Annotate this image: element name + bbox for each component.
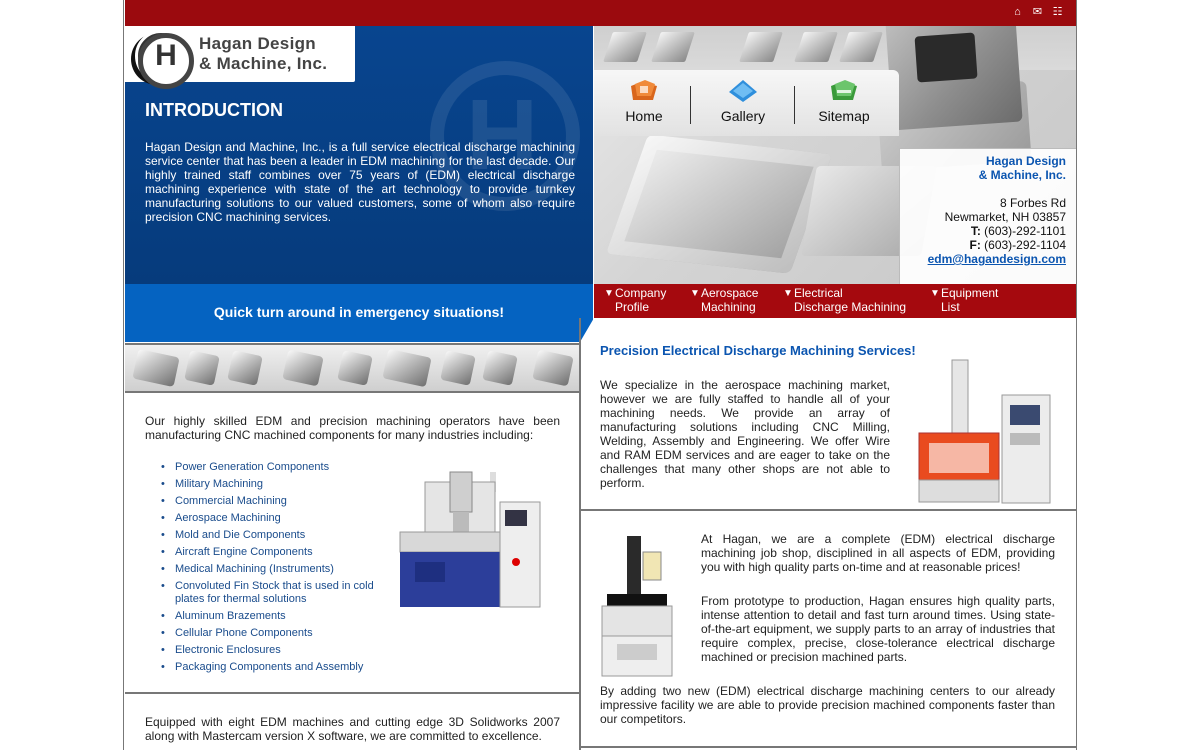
by-adding-text: By adding two new (EDM) electrical discharge machining centers to our already impressive facility we are able to provide precision machined components faster than our competitors. xyxy=(600,684,1055,726)
nav-gallery[interactable] xyxy=(698,78,788,124)
prototype-text: From prototype to production, Hagan ensures high quality parts, intense attention to detail and fast turn around times. Using state-of-the-art equipment, we supply parts to an array of industries that require complex, precise, close-tolerance electrical discharge machined or precision machined parts. xyxy=(701,594,1055,664)
equipped-text: Equipped with eight EDM machines and cutting edge 3D Solidworks 2007 along with Mastercam version X software, we are committed to excellence. xyxy=(145,715,560,743)
list-item[interactable]: • Military Machining xyxy=(161,478,376,491)
menu-aerospace-machining[interactable] xyxy=(701,286,758,314)
skilled-operators-text: Our highly skilled EDM and precision machining operators have been manufacturing CNC machined components for many industries including: xyxy=(145,414,560,442)
menu-item-line: ▼ Equipment xyxy=(941,286,999,300)
list-item[interactable]: • Aircraft Engine Components xyxy=(161,546,376,559)
machined-tray xyxy=(606,134,832,273)
list-item[interactable]: • Commercial Machining xyxy=(161,495,376,508)
machined-block xyxy=(885,26,1022,130)
sitemap-folder-icon xyxy=(827,78,861,104)
menu-item-line: ▼ Company xyxy=(615,286,667,300)
nav-gallery-label: Gallery xyxy=(720,108,766,124)
menu-item-line: List xyxy=(941,300,960,314)
contact-company-line-2: & Machine, Inc. xyxy=(978,168,1066,182)
page-margin-left xyxy=(0,0,124,750)
hero-image xyxy=(594,26,1076,284)
nav-separator xyxy=(690,86,691,124)
list-item[interactable]: • Aluminum Brazements xyxy=(161,610,376,623)
logo-line-2: & Machine, Inc. xyxy=(199,54,328,73)
specialize-text: We specialize in the aerospace machining market, however we are fully staffed to handle all of your machining needs. We provide an array of manufacturing solutions including CNC Milling, Welding, Assembly and Engineering. We offer Wire and RAM EDM services and are eager to take on the challenges that many other shops are not able to perform. xyxy=(600,378,890,490)
contact-fax xyxy=(900,238,1066,252)
top-bar xyxy=(125,0,1076,26)
quick-turn-banner xyxy=(125,284,593,342)
menu-electrical-discharge-machining[interactable] xyxy=(794,286,906,314)
section-menu xyxy=(594,284,1076,318)
logo[interactable] xyxy=(125,26,355,82)
phone-label: T: xyxy=(970,224,981,238)
precision-heading: Precision Electrical Discharge Machining Services! xyxy=(600,343,916,358)
list-item[interactable]: • Mold and Die Components xyxy=(161,529,376,542)
main-nav xyxy=(594,70,899,136)
contact-company-line-1: Hagan Design xyxy=(985,154,1066,168)
menu-equipment-list[interactable] xyxy=(941,286,998,314)
fax-number: (603)-292-1104 xyxy=(984,238,1066,252)
sitemap-icon[interactable]: ☷ xyxy=(1052,6,1063,18)
page-container xyxy=(125,0,1076,750)
menu-company-profile[interactable] xyxy=(615,286,666,314)
home-icon[interactable]: ⌂ xyxy=(1014,6,1021,18)
logo-text xyxy=(199,34,327,74)
banner-corner xyxy=(580,318,594,342)
menu-item-line: Discharge Machining xyxy=(794,300,907,314)
menu-item-line: Machining xyxy=(701,300,756,314)
contact-phone xyxy=(900,224,1066,238)
column-divider xyxy=(579,318,581,750)
contact-city: Newmarket, NH 03857 xyxy=(944,210,1066,224)
nav-separator xyxy=(794,86,795,124)
industries-list xyxy=(161,461,376,678)
phone-number: (603)-292-1101 xyxy=(984,224,1066,238)
parts-photo-banner xyxy=(125,343,579,393)
section-divider xyxy=(125,692,579,694)
logo-mark-icon xyxy=(135,30,187,82)
section-divider xyxy=(581,746,1076,748)
nav-home-label: Home xyxy=(625,108,663,124)
edm-machine-photo xyxy=(597,532,687,680)
intro-text: Hagan Design and Machine, Inc., is a full service electrical discharge machining service center that has been a leader in EDM machining for the last decade. Our highly trained staff combines over 75 years of (EDM) electrical discharge machining experience with state of the art technology to provide turnkey manufacturing solutions to our valued customers, some of whom also require precision CNC machining services. xyxy=(145,140,575,224)
list-item[interactable]: • Electronic Enclosures xyxy=(161,644,376,657)
menu-item-line: ▼ Electrical xyxy=(794,286,843,300)
menu-item-line: ▼ Aerospace xyxy=(701,286,759,300)
intro-heading: INTRODUCTION xyxy=(145,100,283,120)
nav-home[interactable] xyxy=(599,78,689,124)
menu-item-line: Profile xyxy=(615,300,650,314)
contact-icon[interactable]: ✉ xyxy=(1032,6,1043,18)
page-margin-right xyxy=(1076,0,1200,750)
contact-box xyxy=(899,148,1076,284)
at-hagan-text: At Hagan, we are a complete (EDM) electrical discharge machining job shop, disciplined in all aspects of EDM, providing you with high quality parts on-time and at reasonable prices! xyxy=(701,532,1055,574)
logo-line-1: Hagan Design xyxy=(199,34,316,53)
nav-sitemap[interactable] xyxy=(799,78,889,124)
list-item[interactable]: • Convoluted Fin Stock that is used in cold plates for thermal solutions xyxy=(161,580,376,606)
intro-panel xyxy=(125,26,593,284)
section-divider xyxy=(581,509,1076,511)
list-item[interactable]: • Packaging Components and Assembly xyxy=(161,661,376,674)
list-item[interactable]: • Power Generation Components xyxy=(161,461,376,474)
edm-machine-photo xyxy=(395,462,545,612)
edm-machine-photo xyxy=(907,355,1057,505)
top-icons xyxy=(1011,6,1064,19)
home-folder-icon xyxy=(627,78,661,104)
gallery-icon xyxy=(726,78,760,104)
quick-turn-text: Quick turn around in emergency situations! xyxy=(213,304,505,320)
fax-label: F: xyxy=(969,238,981,252)
list-item[interactable]: • Cellular Phone Components xyxy=(161,627,376,640)
nav-sitemap-label: Sitemap xyxy=(818,108,870,124)
contact-email-link[interactable]: edm@hagandesign.com xyxy=(927,252,1066,266)
list-item[interactable]: • Medical Machining (Instruments) xyxy=(161,563,376,576)
contact-street: 8 Forbes Rd xyxy=(999,196,1066,210)
list-item[interactable]: • Aerospace Machining xyxy=(161,512,376,525)
